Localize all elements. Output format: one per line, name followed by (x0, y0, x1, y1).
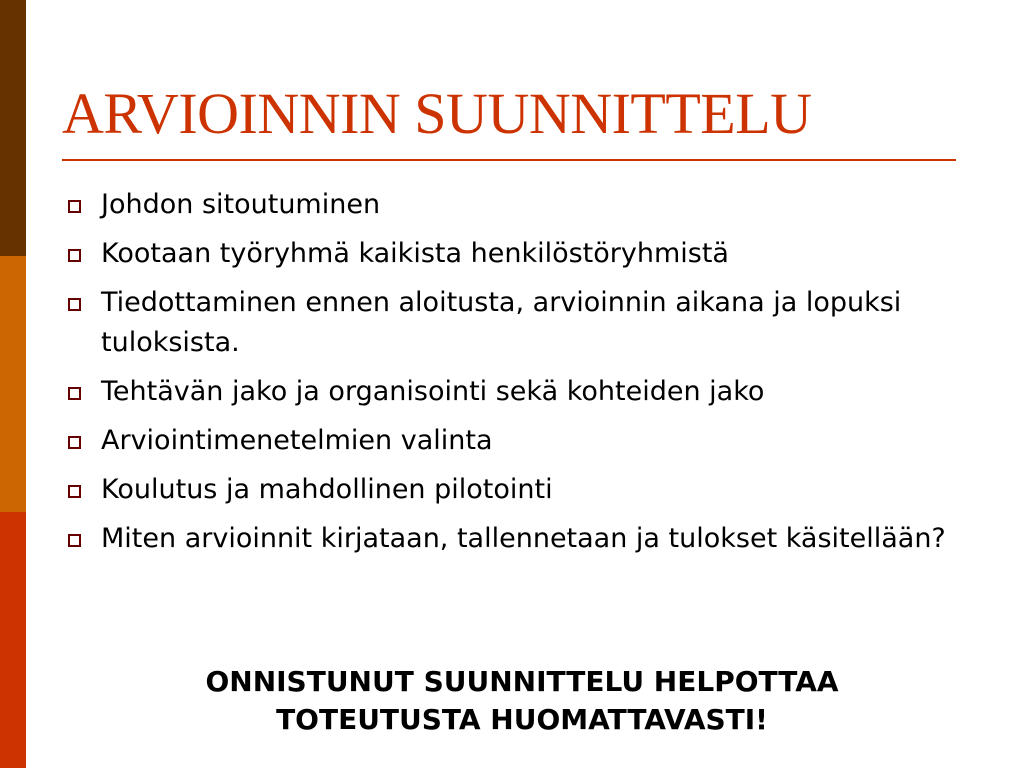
list-item (62, 234, 992, 274)
square-bullet-icon (68, 436, 81, 449)
list-item (62, 185, 992, 225)
list-item (62, 519, 992, 559)
list-item-text: Kootaan työryhmä kaikista henkilöstöryhmistä (101, 238, 729, 269)
square-bullet-icon (68, 298, 81, 311)
square-bullet-icon (68, 485, 81, 498)
list-item-text: Koulutus ja mahdollinen pilotointi (101, 474, 553, 505)
square-bullet-icon (68, 387, 81, 400)
slide-title: ARVIOINNIN SUUNNITTELU (62, 81, 812, 146)
conclusion-line-1: ONNISTUNUT SUUNNITTELU HELPOTTAA (205, 665, 839, 698)
list-item-text: Tiedottaminen ennen aloitusta, arvioinnin aikana ja lopuksi tuloksista. (101, 287, 902, 358)
bullet-list (62, 185, 992, 568)
title-underline (62, 159, 956, 161)
conclusion-line-2: TOTEUTUSTA HUOMATTAVASTI! (276, 703, 768, 736)
side-bar-top (0, 0, 26, 256)
square-bullet-icon (68, 534, 81, 547)
list-item (62, 372, 992, 412)
square-bullet-icon (68, 200, 81, 213)
list-item (62, 470, 992, 510)
list-item-text: Tehtävän jako ja organisointi sekä kohteiden jako (101, 376, 765, 407)
list-item-text: Miten arvioinnit kirjataan, tallennetaan ja tulokset käsitellään? (101, 523, 946, 554)
list-item (62, 283, 992, 363)
square-bullet-icon (68, 249, 81, 262)
list-item-text: Johdon sitoutuminen (101, 189, 381, 220)
side-bar-bottom (0, 512, 26, 768)
list-item-text: Arviointimenetelmien valinta (101, 425, 493, 456)
side-bar-middle (0, 256, 26, 512)
list-item (62, 421, 992, 461)
conclusion-text (62, 663, 982, 739)
